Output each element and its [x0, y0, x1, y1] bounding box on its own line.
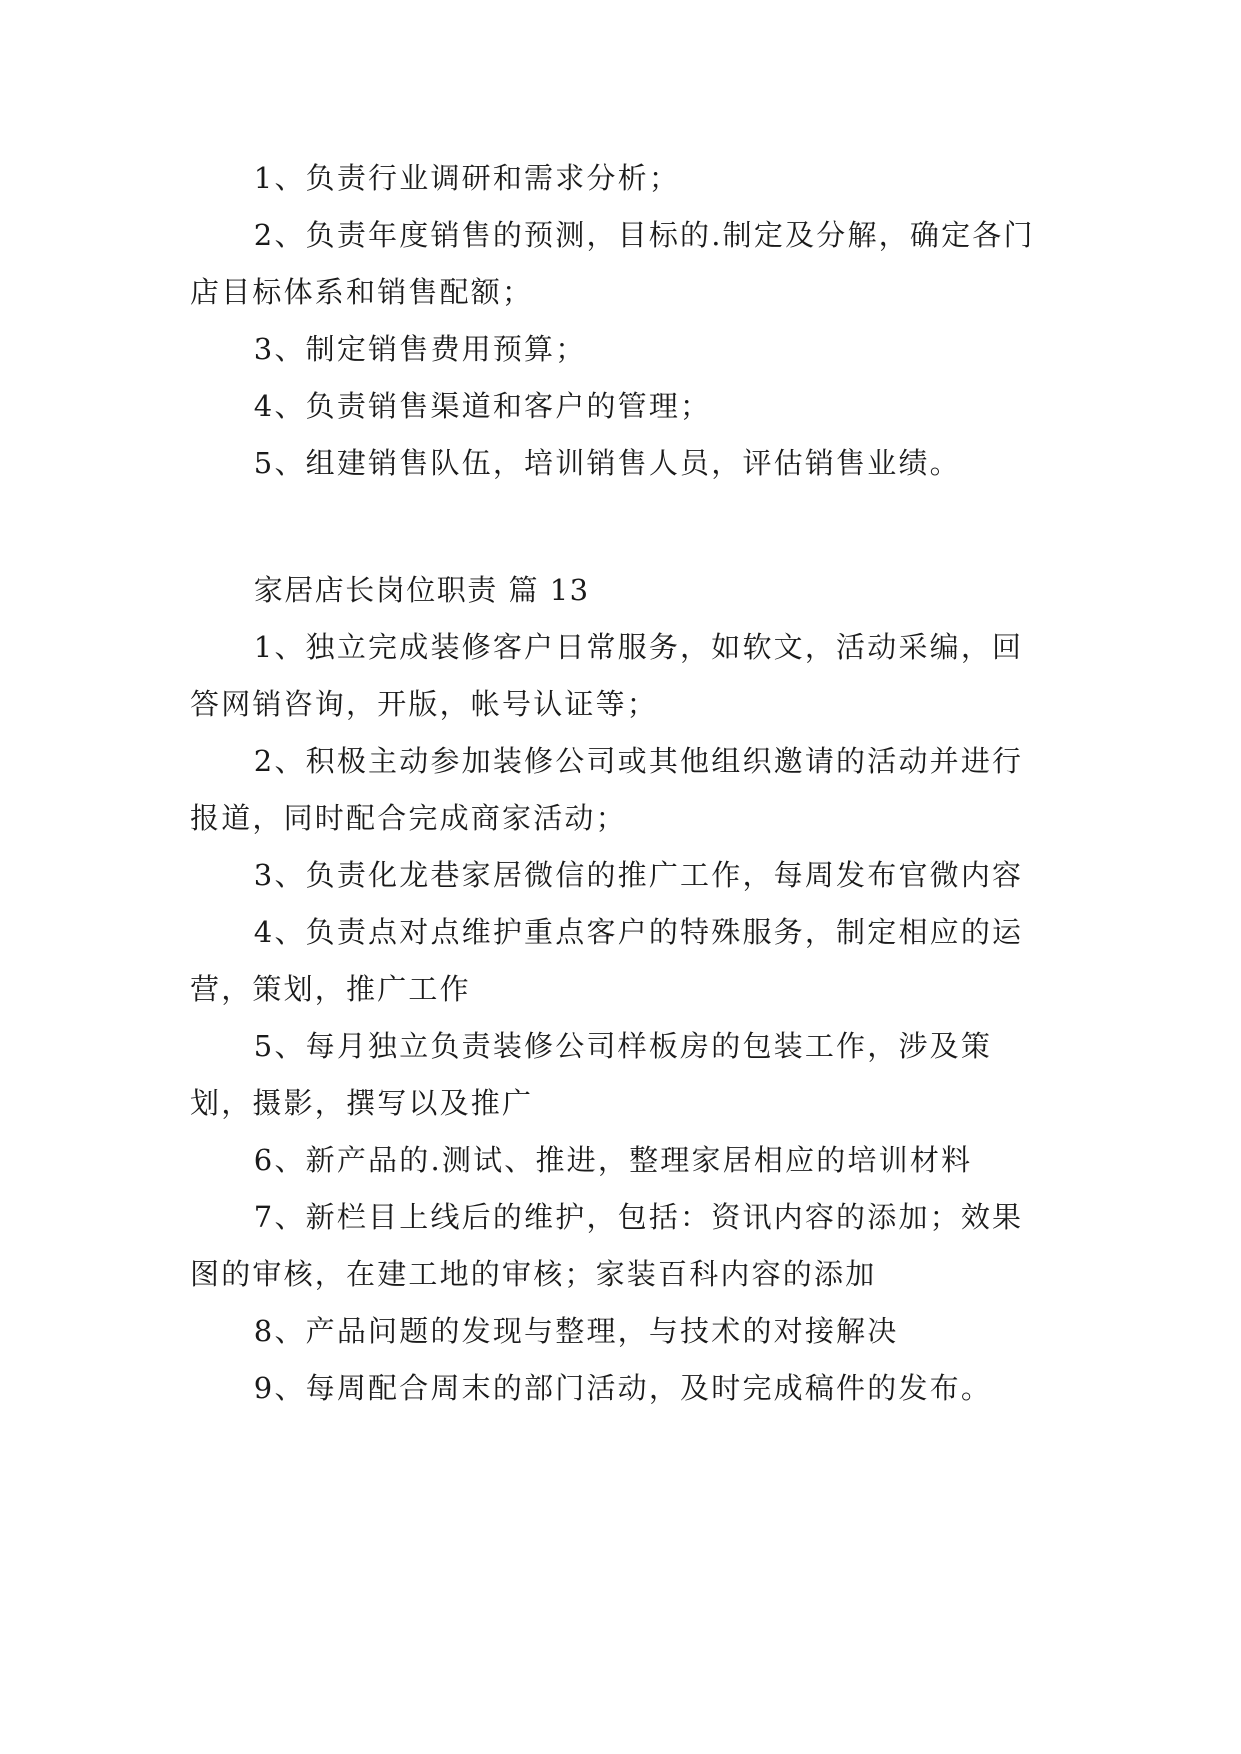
list-item: 4、负责点对点维护重点客户的特殊服务，制定相应的运营，策划，推广工作	[190, 915, 1024, 1006]
list-item: 1、负责行业调研和需求分析；	[253, 161, 681, 195]
list-item: 7、新栏目上线后的维护，包括：资讯内容的添加；效果图的审核，在建工地的审核；家装百科内容的添加	[190, 1200, 1024, 1291]
list-item: 6、新产品的.测试、推进，整理家居相应的培训材料	[253, 1143, 973, 1177]
list-item: 3、制定销售费用预算；	[253, 332, 587, 366]
list-item: 2、积极主动参加装修公司或其他组织邀请的活动并进行报道，同时配合完成商家活动；	[190, 744, 1024, 835]
list-item: 4、负责销售渠道和客户的管理；	[253, 389, 712, 423]
list-item: 9、每周配合周末的部门活动，及时完成稿件的发布。	[253, 1371, 993, 1405]
section-heading: 家居店长岗位职责 篇 13	[253, 573, 590, 607]
section-store-manager-duties	[190, 562, 1050, 1417]
list-item: 2、负责年度销售的预测，目标的.制定及分解，确定各门店目标体系和销售配额；	[190, 218, 1035, 309]
section-sales-duties	[190, 150, 1050, 492]
section-spacer	[190, 492, 1050, 562]
list-item: 5、组建销售队伍，培训销售人员，评估销售业绩。	[253, 446, 961, 480]
document-body	[190, 150, 1050, 1417]
list-item: 3、负责化龙巷家居微信的推广工作，每周发布官微内容	[253, 858, 1024, 892]
list-item: 1、独立完成装修客户日常服务，如软文，活动采编，回答网销咨询，开版，帐号认证等；	[190, 630, 1024, 721]
list-item: 5、每月独立负责装修公司样板房的包装工作，涉及策划，摄影，撰写以及推广	[190, 1029, 993, 1120]
list-item: 8、产品问题的发现与整理，与技术的对接解决	[253, 1314, 899, 1348]
